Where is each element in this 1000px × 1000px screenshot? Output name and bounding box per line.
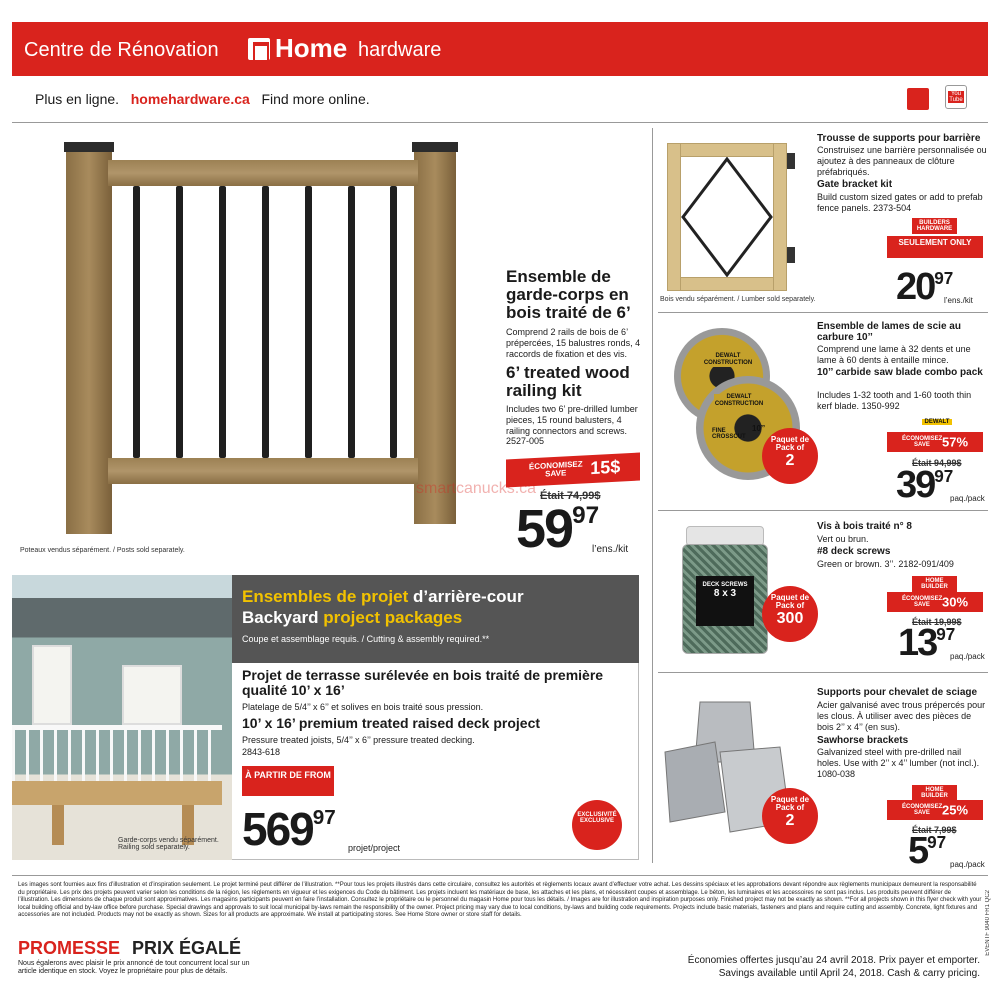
- sawhorse-unit: paq./pack: [950, 860, 985, 869]
- brand-french-name: Centre de Rénovation: [24, 39, 219, 61]
- saw-save-badge: ÉCONOMISEZ SAVE 57%: [887, 432, 983, 452]
- save-amount: 15$: [590, 456, 621, 479]
- gate-desc-en: Build custom sized gates or add to prefab fence panels. 2373-504: [817, 192, 983, 213]
- screws-desc-en: Green or brown. 3’’. 2182-091/409: [817, 559, 954, 569]
- brand-home-word: Home: [275, 33, 348, 63]
- gate-only-badge: SEULEMENT ONLY: [887, 236, 983, 258]
- sawhorse-was-price: Était 7,99$: [912, 825, 957, 835]
- deck-from-badge: À PARTIR DE FROM: [242, 766, 334, 796]
- blade-label: DEWALT CONSTRUCTION: [703, 353, 753, 367]
- gate-title-en: Gate bracket kit: [817, 179, 893, 190]
- deck-desc-en: Pressure treated joists, 5/4’’ x 6’’ pressure treated decking.: [242, 735, 475, 745]
- website-link[interactable]: homehardware.ca: [130, 91, 250, 107]
- top-rail: [108, 160, 418, 186]
- deck-title-en: 10’ x 16’ premium treated raised deck project: [242, 715, 541, 731]
- gate-price: $20^{97}$: [896, 266, 954, 308]
- baluster: [305, 186, 312, 458]
- section-divider: [658, 672, 988, 673]
- blade-type-label: FINE CROSSCUT: [712, 428, 746, 440]
- blade-label: DEWALT CONSTRUCTION: [714, 394, 764, 408]
- screws-title-fr: Vis à bois traité n° 8: [817, 521, 912, 532]
- gate-title-fr: Trousse de supports pour barrière: [817, 133, 981, 144]
- bottom-rail: [108, 458, 418, 484]
- railing-desc-en: Includes two 6’ pre-drilled lumber pieces, 15 round balusters, 4 railing connectors and screws. 2527-005: [506, 404, 638, 447]
- screws-pack-badge: Paquet de Pack of 300: [762, 586, 818, 642]
- railing-price: $59^{97}$: [516, 499, 600, 559]
- baluster: [262, 186, 269, 458]
- screws-unit: paq./pack: [950, 652, 985, 661]
- sawhorse-desc-fr: Acier galvanisé avec trous prépercés pour les clous. À utiliser avec des pièces de bois 2’’ x 4’’ (en sus).: [817, 700, 986, 732]
- left-post: [66, 152, 112, 534]
- youtube-icon[interactable]: [945, 85, 967, 109]
- header-divider: [12, 122, 988, 123]
- post-cap: [412, 142, 458, 152]
- baluster: [176, 186, 183, 458]
- saw-unit: paq./pack: [950, 494, 985, 503]
- railing-title-fr: Ensemble de garde-corps en bois traité de 6’: [506, 267, 631, 322]
- right-post: [414, 152, 456, 524]
- deck-note: Garde-corps vendu séparément. Railing sold separately.: [118, 837, 219, 851]
- price-promise-word: PROMESSE: [18, 938, 121, 958]
- railing-was-price: Était 74,99$: [540, 490, 601, 502]
- baluster: [390, 186, 397, 458]
- saw-sku: 1350-992: [861, 400, 900, 411]
- offer-validity: Économies offertes jusqu’au 24 avril 2018. Prix payer et emporter. Savings available until April 24, 2018. Cash & carry pricing.: [687, 955, 980, 979]
- flyer-code: EVENTF 9040 FR1 QC2: [985, 890, 991, 956]
- online-tagline: [35, 91, 370, 107]
- gate-braces-icon: [681, 157, 773, 277]
- screws-save-badge: ÉCONOMISEZ SAVE 30%: [887, 592, 983, 612]
- footer-divider: [12, 875, 988, 876]
- sawhorse-title-en: Sawhorse brackets: [817, 735, 909, 746]
- deck-desc-fr: Platelage de 5/4’’ x 6’’ et solives en bois traité sous pression.: [242, 702, 484, 712]
- online-french: Plus en ligne.: [35, 91, 120, 107]
- baluster: [133, 186, 140, 458]
- deck-header-sub: Coupe et assemblage requis. / Cutting & assembly required.**: [242, 634, 490, 644]
- youtube-label: You Tube: [949, 91, 963, 103]
- deck-title-fr: Projet de terrasse surélevée en bois traité de première qualité 10’ x 16’: [242, 667, 604, 698]
- baluster: [219, 186, 226, 458]
- saw-title-en: 10’’ carbide saw blade combo pack: [817, 367, 983, 378]
- sawhorse-desc-en: Galvanized steel with pre-drilled nail holes. Use with 2’’ x 4’’ lumber (not incl.). 1080-038: [817, 747, 980, 779]
- home-logo-icon[interactable]: [907, 88, 929, 110]
- railing-sku: 2527-005: [506, 436, 545, 447]
- deck-house-image: [12, 575, 232, 860]
- saw-was-price: Était 94,99$: [912, 458, 962, 468]
- sawhorse-pack-badge: Paquet de Pack of 2: [762, 788, 818, 844]
- jar-lid: [686, 526, 764, 546]
- sawhorse-title-fr: Supports pour chevalet de sciage: [817, 687, 978, 698]
- railing-desc-fr: Comprend 2 rails de bois de 6’ prépercées, 15 balustres ronds, 4 raccords de fixation et des vis.: [506, 327, 641, 359]
- screws-price: $13^{97}$: [898, 622, 956, 664]
- save-label: ÉCONOMISEZ SAVE: [528, 459, 583, 479]
- section-divider: [658, 312, 988, 313]
- saw-pack-badge: Paquet de Pack of 2: [762, 428, 818, 484]
- legal-disclaimer: Les images sont fournies aux fins d’illustration et d’inspiration seulement. Le projet terminé peut différer de l’illustration. **Pour tous les projets illustrés dans cette circulaire, consultez les autorités et règlements locaux avant d’effectuer votre achat. Les dessins spéciaux et les approbations devant répondre aux règlements municipaux demeurent la responsabilité du propriétaire. Les prix des projets peuvent varier selon les conditions de la région, les règlements en vigueur et les exigences du Code du bâtiment. Les projets incluent les matériaux de base, les attaches et les plans, et nécessitent coupes et assemblage. Le béton, les luminaires et les accessoires ne sont pas inclus. Les produits peuvent différer de l’illustration. Les dimensions de chaque produit sont approximatives. Les magasins participants peuvent en faire l’installation. Consultez le propriétaire ou le personnel du magasin Home pour tous les détails. / Images are for illustration and inspiration purposes only. Finished project may not be exactly as shown. **For all projects shown in this flyer check with your local building official and by-law office before purchase. Special drawings and approvals to suit local municipal by-laws remain the responsibility of the owner. Project pricing may vary due to local conditions, by-laws and building code requirements. Projects include basic materials, fasteners and plans and require cutting and assembly. Concrete, light fixtures and accessories are not included. Products may not be exactly as shown. Sizes for all products are approximate. We install at participating stores. See Home Store owner or store staff for details.: [18, 882, 982, 918]
- brand-hardware-word: hardware: [358, 39, 442, 61]
- deck-sku: 2843-618: [242, 747, 281, 757]
- gate-desc-fr: Construisez une barrière personnalisée ou ajoutez à des panneaux de clôture préfabriqués.: [817, 145, 987, 177]
- section-divider: [658, 510, 988, 511]
- saw-desc-fr: Comprend une lame à 32 dents et une lame à 60 dents à entaille mince.: [817, 344, 971, 365]
- saw-price: $39^{97}$: [896, 464, 954, 506]
- baluster: [348, 186, 355, 458]
- gate-brand-tag: BUILDERS HARDWARE: [912, 218, 957, 234]
- home-hardware-logo-icon: [248, 38, 270, 60]
- gate-unit: l’ens./kit: [944, 296, 973, 305]
- deck-header-en: Backyard project packages: [242, 608, 463, 627]
- saw-brand-tag: DEWALT: [922, 419, 952, 425]
- screws-desc-fr: Vert ou brun.: [817, 534, 869, 544]
- column-divider: [652, 128, 653, 863]
- deck-price: $569^{97}$: [242, 803, 336, 855]
- railing-note: Poteaux vendus séparément. / Posts sold separately.: [20, 547, 185, 554]
- gate-sku: 2373-504: [873, 202, 912, 213]
- screws-sku: 2182-091/409: [898, 559, 954, 569]
- price-match-terms: Nous égalerons avec plaisir le prix annoncé de tout concurrent local sur un article identique en stock. Voyez le propriétaire pour plus de détails.: [18, 960, 250, 976]
- post-cap: [64, 142, 114, 152]
- saw-desc-en: Includes 1-32 tooth and 1-60 tooth thin kerf blade. 1350-992: [817, 390, 972, 411]
- sawhorse-brand-tag: HOME BUILDER: [912, 785, 957, 801]
- jar-label: DECK SCREWS 8 x 3: [696, 576, 754, 626]
- sawhorse-price: $5^{97}$: [908, 830, 947, 872]
- screws-title-en: #8 deck screws: [817, 546, 891, 557]
- deck-header-fr: Ensembles de projet d’arrière-cour: [242, 587, 524, 606]
- gate-bracket-image: [663, 143, 797, 291]
- exclusive-badge: EXCLUSIVITÉ EXCLUSIVE: [572, 800, 622, 850]
- watermark: smartcanucks.ca: [416, 480, 537, 497]
- blade-size-label: 10’’: [752, 424, 766, 433]
- screws-brand-tag: HOME BUILDER: [912, 576, 957, 592]
- screws-was-price: Était 19,99$: [912, 617, 962, 627]
- railing-title-en: 6’ treated wood railing kit: [506, 363, 630, 400]
- railing-unit: l’ens./kit: [592, 544, 629, 555]
- gate-note: Bois vendu séparément. / Lumber sold separately.: [660, 296, 816, 303]
- sawhorse-sku: 1080-038: [817, 768, 856, 779]
- deck-unit: projet/project: [348, 843, 401, 853]
- sawhorse-save-badge: ÉCONOMISEZ SAVE 25%: [887, 800, 983, 820]
- price-match-word: PRIX ÉGALÉ: [132, 938, 242, 958]
- online-english: Find more online.: [261, 91, 370, 107]
- saw-title-fr: Ensemble de lames de scie au carbure 10’’: [817, 321, 961, 343]
